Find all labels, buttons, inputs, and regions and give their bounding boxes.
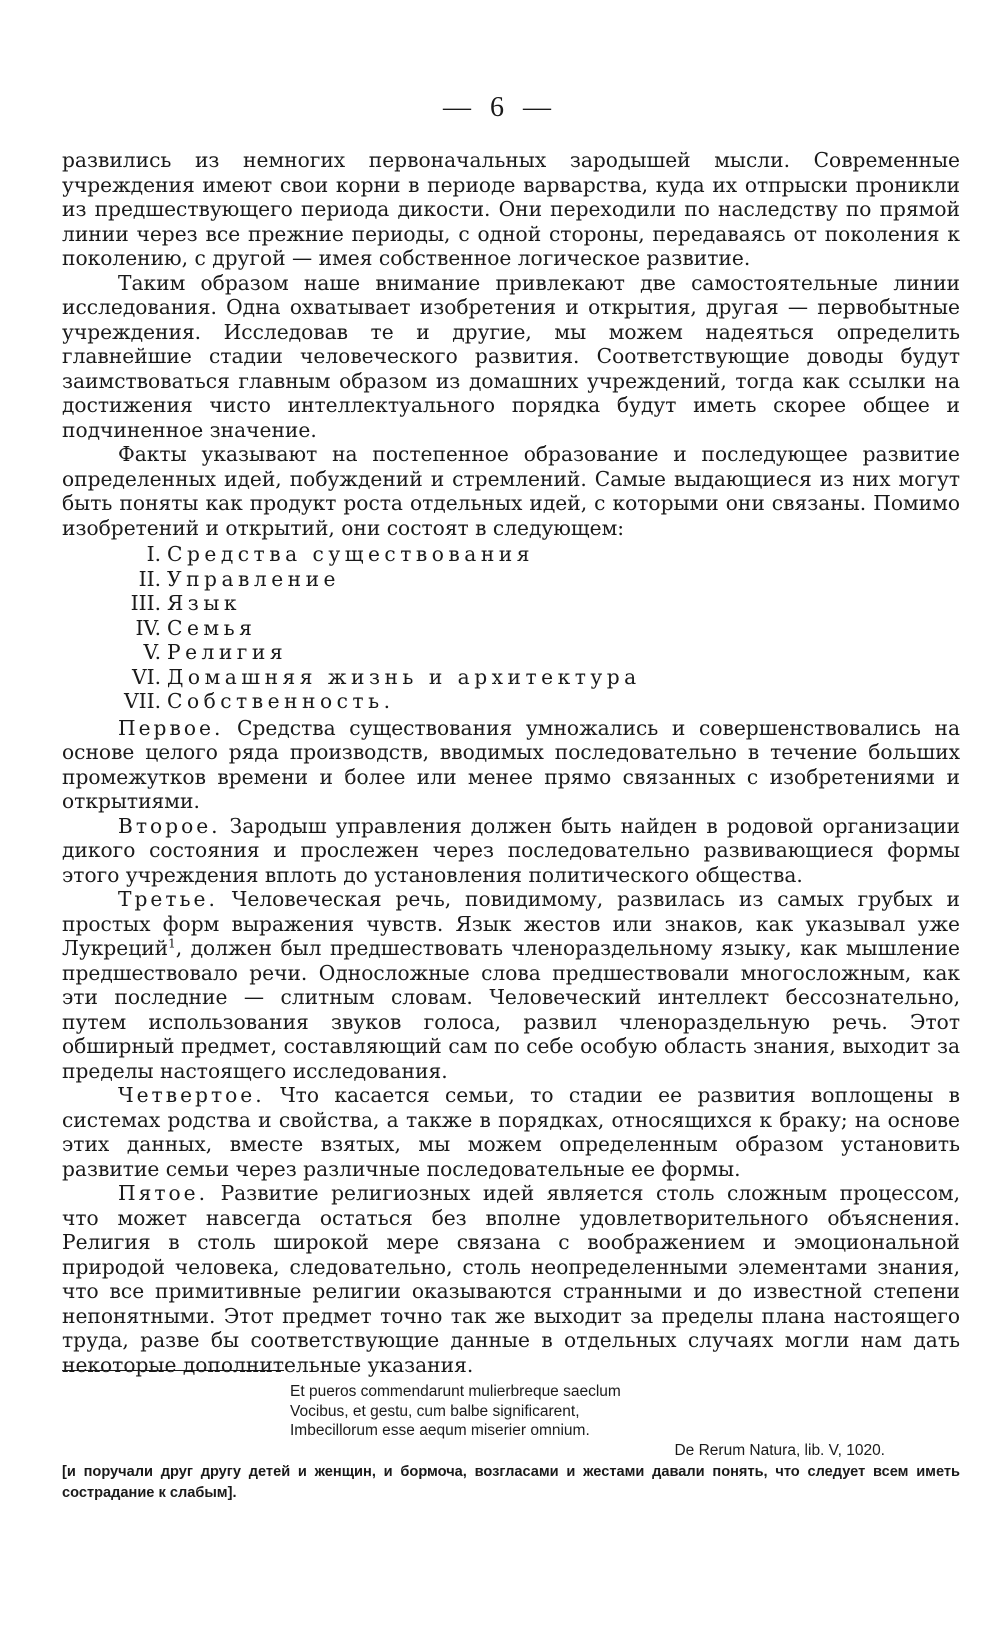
paragraph-text: Развитие религиозных идей является столь сложным процессом, что может навсегда остаться без вполне удовлетворительного объяснения. Религия в столь широкой мере связана с воображением и эмоциональной природой человека, следовательно, столь неопределенными элементами знания, что все примитивные религии оказываются странными и до известной степени непонятными. Этот предмет точно так же выходит за пределы плана настоящего труда, разве бы соответствующие данные в отдельных случаях могли нам дать некоторые дополнительные указания.	[62, 1181, 960, 1377]
list-item-number: I.	[146, 542, 161, 566]
list-item-number: V.	[143, 640, 161, 664]
list-item	[62, 616, 960, 641]
paragraph-text: Человеческая речь, повидимому, развилась из самых грубых и простых форм выражения чувств. Язык жестов или знаков, как указывал уже Лукреций	[62, 887, 961, 960]
list-item-text: Язык	[167, 591, 241, 615]
quote-line: Et pueros commendarunt mulierbreque saeclum	[290, 1383, 621, 1400]
list-item-text: Средства существования	[167, 542, 534, 566]
list-item-number: VI.	[132, 664, 161, 689]
paragraph-text: Зародыш управления должен быть найден в родовой организации дикого состояния и прослежен через последовательно развивающиеся формы этого учреждения вплоть до установления политического общества.	[62, 813, 960, 887]
paragraph-text: , должен был предшествовать членораздельному языку, как мышление предшествовало речи. Односложные слова предшествовали многосложным, как эти последние — слитным словам. Человеческий интеллект бессознательно, путем использования звуков голоса, развил членораздельную речь. Этот обширный предмет, составляющий сам по себе особую область знания, выходит за пределы настоящего исследования.	[62, 936, 960, 1083]
list-item	[62, 665, 960, 690]
quote-source: De Rerum Natura, lib. V, 1020.	[674, 1441, 885, 1459]
page-number: — 6 —	[443, 92, 557, 123]
paragraph-fifth	[62, 1181, 960, 1377]
paragraph-3: Факты указывают на постепенное образование и последующее развитие определенных идей, побуждений и стремлений. Самые выдающиеся из них могут быть поняты как продукт роста отдельных идей, с которыми они связаны. Помимо изобретений и открытий, они состоят в следующем:	[62, 442, 960, 540]
footnote-divider	[62, 1370, 284, 1371]
spaced-lead-word: Пятое.	[118, 1181, 209, 1205]
paragraph-fourth	[62, 1083, 960, 1181]
list-item	[62, 591, 960, 616]
list-item	[62, 689, 960, 714]
list-item-text: Собственность.	[167, 689, 395, 713]
list-item-number: II.	[138, 566, 161, 591]
paragraph-second	[62, 814, 960, 888]
list-item-text: Религия	[167, 640, 288, 664]
spaced-lead-word: Второе.	[118, 813, 221, 838]
paragraph-text: Что касается семьи, то стадии ее развития воплощены в системах родства и свойства, а также в порядках, относящихся к браку; на основе этих данных, вместе взятых, мы можем определенным образом установить развитие семьи через различные последовательные ее формы.	[62, 1083, 960, 1181]
paragraph-first	[62, 716, 960, 814]
list-item-number: IV.	[135, 615, 161, 640]
list-item-text: Домашняя жизнь и архитектура	[167, 664, 641, 689]
quote-line: Imbecillorum esse aequm miserier omnium.	[290, 1422, 590, 1439]
spaced-lead-word: Третье.	[118, 887, 218, 911]
list-item-number: VII.	[124, 689, 161, 713]
footnote-marker: 1	[168, 936, 176, 951]
topics-list	[62, 542, 960, 714]
latin-quotation	[290, 1382, 910, 1460]
paragraph-third	[62, 887, 960, 1083]
list-item-text: Семья	[167, 615, 257, 640]
footnote-translation: [и поручали друг другу детей и женщин, и бормоча, возгласами и жестами давали понять, что следует всем иметь сострадание к слабым].	[62, 1464, 960, 1501]
paragraph-2: Таким образом наше внимание привлекают две самостоятельные линии исследования. Одна охватывает изобретения и открытия, другая — первобытные учреждения. Исследовав те и другие, мы можем надеяться определить главнейшие стадии человеческого развития. Соответствующие доводы будут заимствоваться главным образом из домашних учреждений, тогда как ссылки на достижения чисто интеллектуального порядка будут иметь скорее общее и подчиненное значение.	[62, 270, 960, 442]
quote-line: Vocibus, et gestu, cum balbe significarent,	[290, 1402, 580, 1420]
list-item-number: III.	[130, 591, 161, 615]
list-item	[62, 542, 960, 567]
list-item-text: Управление	[167, 566, 340, 591]
list-item	[62, 640, 960, 665]
list-item	[62, 567, 960, 592]
spaced-lead-word: Первое.	[118, 715, 224, 740]
paragraph-1: развились из немногих первоначальных зародышей мысли. Современные учреждения имеют свои корни в периоде варварства, куда их отпрыски проникли из предшествующего периода дикости. Они переходили по наследству по прямой линии через все прежние периоды, с одной стороны, передаваясь от поколения к поколению, с другой — имея собственное логическое развитие.	[62, 148, 960, 270]
spaced-lead-word: Четвертое.	[118, 1083, 265, 1107]
main-text	[62, 148, 960, 1377]
paragraph-text: Средства существования умножались и совершенствовались на основе целого ряда производств, вводимых последовательно в течение больших промежутков времени и более или менее прямо связанных с изобретениями и открытиями.	[62, 715, 960, 813]
